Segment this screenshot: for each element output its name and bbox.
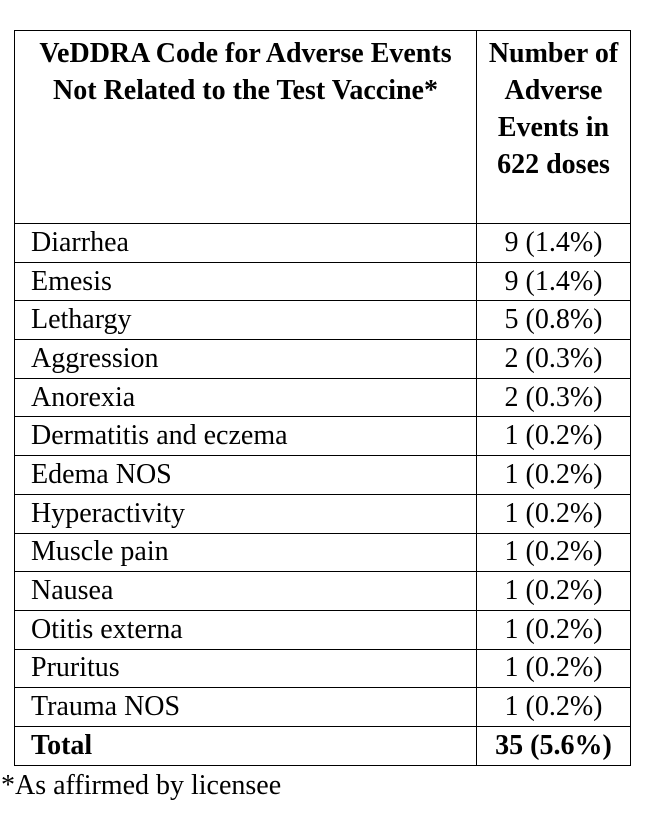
event-name: Anorexia [15, 378, 477, 417]
total-value: 35 (5.6%) [477, 726, 631, 765]
event-name: Lethargy [15, 301, 477, 340]
table-header-row [15, 31, 631, 224]
event-count: 1 (0.2%) [477, 610, 631, 649]
total-label: Total [15, 726, 477, 765]
event-count: 2 (0.3%) [477, 340, 631, 379]
event-name: Hyperactivity [15, 494, 477, 533]
event-count: 1 (0.2%) [477, 649, 631, 688]
event-count: 1 (0.2%) [477, 456, 631, 495]
table-row [15, 378, 631, 417]
table-row [15, 533, 631, 572]
event-count: 9 (1.4%) [477, 262, 631, 301]
table-row [15, 262, 631, 301]
table-row [15, 456, 631, 495]
header-veddra-code: VeDDRA Code for Adverse Events Not Related to the Test Vaccine* [15, 31, 477, 224]
table-row [15, 649, 631, 688]
event-name: Aggression [15, 340, 477, 379]
event-count: 9 (1.4%) [477, 224, 631, 263]
event-count: 5 (0.8%) [477, 301, 631, 340]
footnote: *As affirmed by licensee [1, 770, 282, 801]
event-name: Edema NOS [15, 456, 477, 495]
event-count: 1 (0.2%) [477, 494, 631, 533]
table-row [15, 572, 631, 611]
event-name: Trauma NOS [15, 688, 477, 727]
event-count: 1 (0.2%) [477, 417, 631, 456]
event-name: Nausea [15, 572, 477, 611]
event-name: Otitis externa [15, 610, 477, 649]
event-name: Emesis [15, 262, 477, 301]
header-number-of-events: Number of Adverse Events in 622 doses [477, 31, 631, 224]
table-row [15, 224, 631, 263]
event-count: 1 (0.2%) [477, 688, 631, 727]
event-count: 1 (0.2%) [477, 533, 631, 572]
table-row [15, 301, 631, 340]
adverse-events-table [14, 30, 631, 766]
table-row [15, 494, 631, 533]
table-row [15, 340, 631, 379]
event-name: Diarrhea [15, 224, 477, 263]
event-name: Dermatitis and eczema [15, 417, 477, 456]
event-name: Muscle pain [15, 533, 477, 572]
table-row [15, 610, 631, 649]
total-row [15, 726, 631, 765]
event-count: 2 (0.3%) [477, 378, 631, 417]
event-name: Pruritus [15, 649, 477, 688]
table-row [15, 417, 631, 456]
event-count: 1 (0.2%) [477, 572, 631, 611]
table-row [15, 688, 631, 727]
